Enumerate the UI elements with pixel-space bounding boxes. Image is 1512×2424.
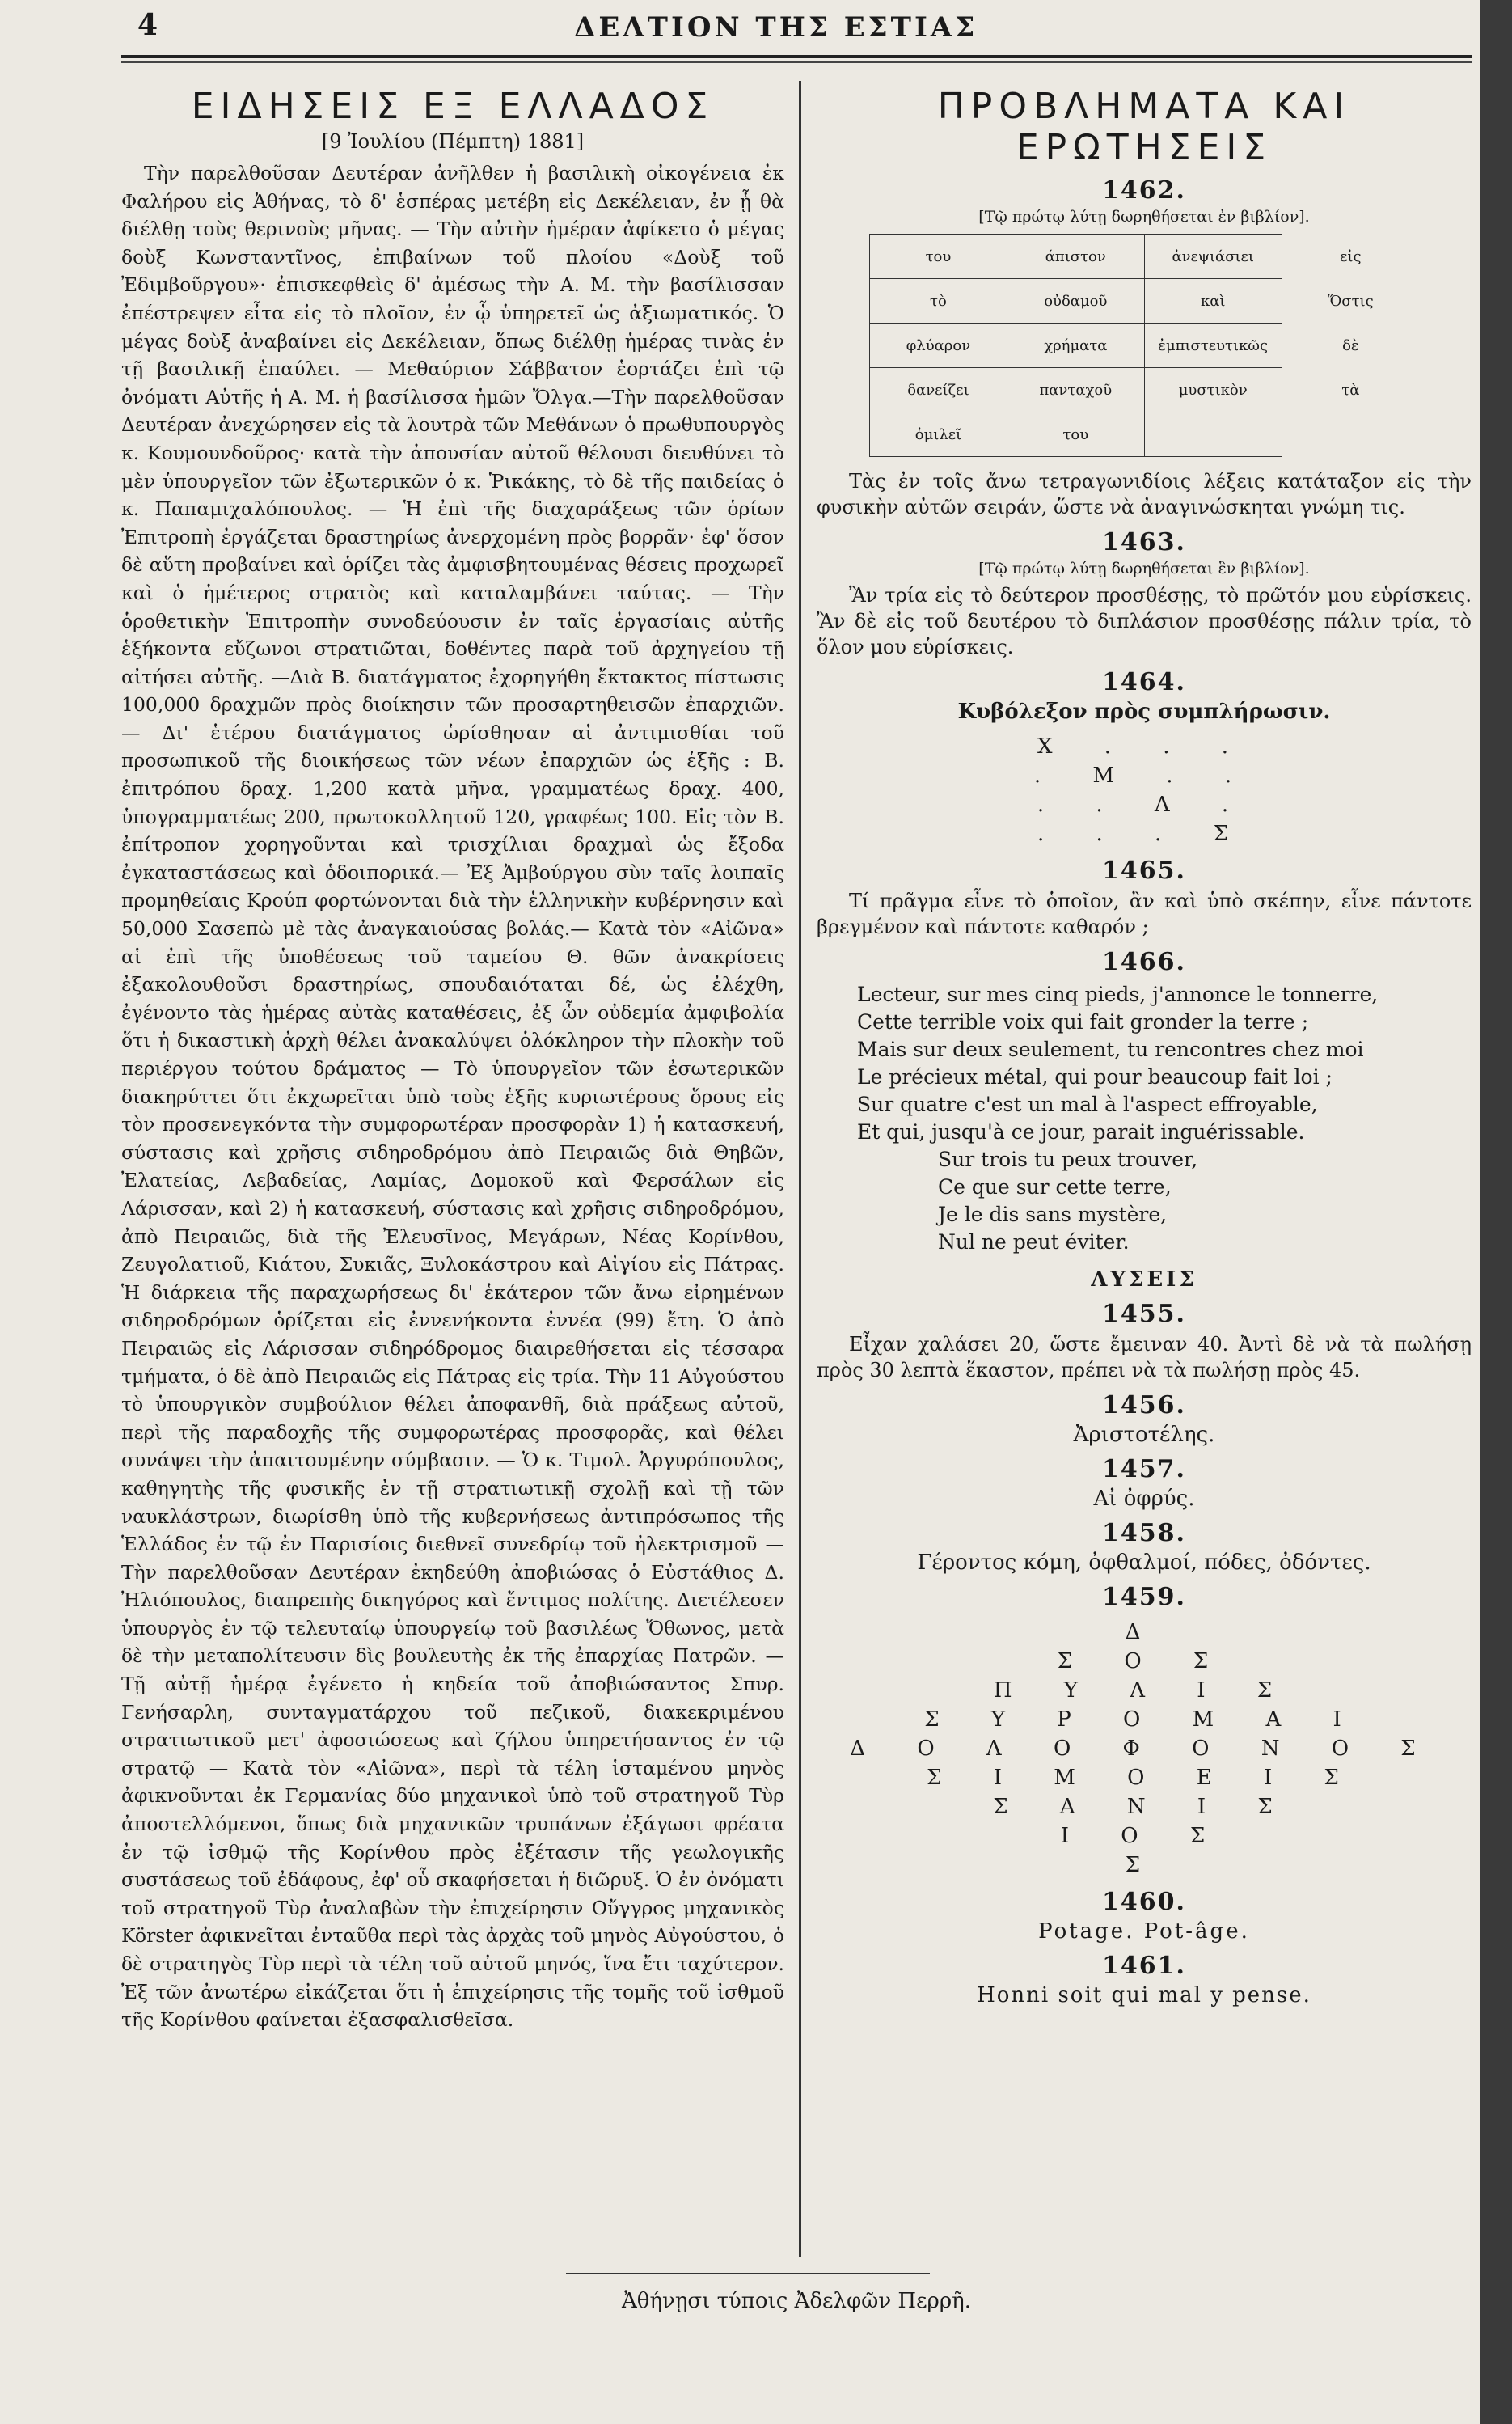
diamond-puzzle [817,1618,1472,1880]
word-square-row: . . . Σ [1037,822,1251,846]
solution-text: Αἰ ὀφρύς. [1093,1487,1195,1511]
problem-number: 1463. [1102,528,1186,556]
problem-note: [Τῷ πρώτῳ λύτῃ δωρηθήσεται ἐν βιβλίον]. [978,208,1310,226]
poem-line: Ce que sur cette terre, [938,1175,1172,1199]
news-column [121,78,784,2261]
solution-text: Potage. Pot-âge. [1038,1919,1250,1944]
problem-text: Τὰς ἐν τοῖς ἄνω τετραγωνιδίοις λέξεις κατάταξον εἰς τὴν φυσικὴν αὐτῶν σειράν, ὥστε νὰ ἀναγινώσκηται γνώμη τις. [817,470,1472,518]
diamond-row: Ι Ο Σ [1060,1824,1228,1848]
word-square [817,732,1472,848]
footer-rule [566,2273,930,2274]
page-number: 4 [137,8,158,42]
news-body: Τὴν παρελθοῦσαν Δευτέραν ἀνῆλθεν ἡ βασιλικὴ οἰκογένεια ἐκ Φαλήρου εἰς Ἀθήνας, τὸ δ' ἑσπέρας μετέβη εἰς Δεκέλειαν, ἐν ᾗ θὰ διέλθῃ τοὺς θερινοὺς μῆνας. — Τὴν αὐτὴν ἡμέραν ἀφίκετο ὁ μέγας δοὺξ Κωνσταντῖνος, ἐπιβαίνων τοῦ πλοίου «Δοὺξ τοῦ Ἐδιμβοῦργου»· ἐπισκεφθεὶς δ' ἀμέσως τὴν Α. Μ. τὴν βασίλισσαν ἐπέστρεψεν εἶτα εἰς τὸ πλοῖον, ἐν ᾧ ὑπηρετεῖ ὡς ἀξιωματικός. Ὁ μέγας δοὺξ ἀναβαίνει εἰς Δεκέλειαν, ὅπως διέλθῃ ἡμέρας τινὰς ἐν τῇ βασιλικῇ ἐπαύλει. — Μεθαύριον Σάββατον ἑορτάζει ἐπὶ τῷ ὀνόματι Αὐτῆς ἡ Α. Μ. ἡ βασίλισσα ἡμῶν Ὄλγα.—Τὴν παρελθοῦσαν Δευτέραν ἀνεχώρησεν εἰς τὰ λουτρὰ τῶν Μεθάνων ὁ πρωθυπουργὸς κ. Κουμουνδοῦρος· κατὰ τὴν ἀπουσίαν αὐτοῦ θέλουσι διευθύνει τὸ μὲν ὑπουργεῖον τῶν ἐξωτερικῶν ὁ κ. Ῥικάκης, τὸ δὲ τῆς παιδείας ὁ κ. Παπαμιχαλόπουλος. — Ἡ ἐπὶ τῆς διαχαράξεως τῶν ὁρίων Ἐπιτροπὴ ἐργάζεται δραστηρίως ἀνερχομένη πρὸς βορρᾶν· ἐφ' ὅσον δὲ αὕτη προβαίνει καὶ ὁρίζει τὰς ἀμφισβητουμένας θέσεις προχωρεῖ καὶ ὁ ἡμέτερος στρατὸς καὶ καταλαμβάνει ταύτας. — Τὴν ὁροθετικὴν Ἐπιτροπὴν συνοδεύουσιν ἐν ταῖς ἐργασίαις αὐτῆς ἑξήκοντα εὔζωνοι στρατιῶται, δοθέντες παρὰ τοῦ ἀρχηγείου τῇ αἰτήσει αὐτῆς. —Διὰ Β. διατάγματος ἐχορηγήθη ἔκτακτος πίστωσις 100,000 δραχμῶν πρὸς διοίκησιν τῶν προσαρτηθεισῶν ἐπαρχιῶν. — Δι' ἑτέρου διατάγματος ὡρίσθησαν αἱ ἀντιμισθίαι τοῦ προσωπικοῦ τῆς διοικήσεως τῶν νέων ἐπαρχιῶν ὡς ἑξῆς : Β. ἐπιτρόπου δραχ. 1,200 κατὰ μῆνα, γραμματέως δραχ. 400, ὑπογραμματέως 200, πρωτοκολλητοῦ 120, γραφέως 100. Εἰς τὸν Β. ἐπίτροπον χορηγοῦνται καὶ τρισχίλιαι δραχμαὶ ὡς ἔξοδα ἐγκαταστάσεως καὶ ὁδοιπορικά.— Ἐξ Ἀμβούργου σὺν ταῖς λοιπαῖς προμηθείαις Κρούπ φορτώνονται διὰ τὴν ἑλληνικὴν κυβέρνησιν καὶ 50,000 Σασεπὼ μὲ τὰς ἀναγκαιούσας βολάς.— Κατὰ τὸν «Αἰῶνα» αἱ ἐπὶ τῆς ὑποθέσεως τοῦ ταμείου Θ. θῶν ἀνακρίσεις ἐξακολουθοῦσι δραστηρίως, σπουδαιόταται δέ, ὡς ἐλέχθη, ἐγένοντο τὰς ἡμέρας αὐτὰς καταθέσεις, ἐξ ὧν οὐδεμία ἀμφιβολία ὅτι ἡ δικαστικὴ ἀρχὴ θέλει ἀνακαλύψει ὁλόκληρον τὴν πλοκὴν τοῦ περιέργου τούτου δράματος — Τὸ ὑπουργεῖον τῶν ἐσωτερικῶν διακηρύττει ὅτι ἐκχωρεῖται ὑπὸ τοὺς ἑξῆς κυριωτέρους ὅρους εἰς τὸν προσενεγκόντα τὴν συμφορωτέραν προσφορὰν 1) ἡ κατασκευή, σύστασις καὶ χρῆσις σιδηροδρόμου ἀπὸ Πειραιῶς διὰ Θηβῶν, Ἐλατείας, Λεβαδείας, Λαμίας, Δομοκοῦ καὶ Φερσάλων εἰς Λάρισσαν, καὶ 2) ἡ κατασκευή, σύστασις καὶ χρῆσις σιδηροδρόμου, ἀπὸ Πειραιῶς, διὰ τῆς Ἐλευσῖνος, Μεγάρων, Νέας Κορίνθου, Ζευγολατιοῦ, Κιάτου, Συκιᾶς, Ξυλοκάστρου καὶ Αἰγίου εἰς Πάτρας. Ἡ διάρκεια τῆς παραχωρήσεως δι' ἑκάτερον τῶν ἄνω εἰρημένων σιδηροδρόμων ὁρίζεται εἰς ἐννενήκοντα ἐννέα (99) ἔτη. Ὁ ἀπὸ Πειραιῶς εἰς Λάρισσαν σιδηρόδρομος διαιρεθήσεται εἰς τέσσαρα τμήματα, ὁ δὲ ἀπὸ Πειραιῶς εἰς Πάτρας εἰς τρία. Τὴν 11 Αὐγούστου τὸ ὑπουργικὸν συμβούλιον θέλει ἀποφανθῆ, διὰ πράξεως αὐτοῦ, περὶ τῆς παραδοχῆς τῆς συμφορωτέρας προσφορᾶς, καὶ θέλει συνάψει τὴν ἀπαιτουμένην σύμβασιν. — Ὁ κ. Τιμολ. Ἀργυρόπουλος, καθηγητὴς τῆς φυσικῆς ἐν τῇ στρατιωτικῇ σχολῇ καὶ τῇ τῶν ναυκλάστρων, διωρίσθη ὑπὸ τῆς κυβερνήσεως ἀντιπρόσωπος τῆς Ἑλλάδος ἐν τῷ ἐν Παρισίοις διεθνεῖ συνεδρίῳ τοῦ ἠλεκτρισμοῦ —Τὴν παρελθοῦσαν Δευτέραν ἐκηδεύθη ἀποβιώσας ὁ Εὐστάθιος Δ. Ἠλιόπουλος, διαπρεπὴς δικηγόρος καὶ ἔντιμος πολίτης. Διετέλεσεν ὑπουργὸς ἐν τῷ τελευταίῳ ὑπουργείῳ τοῦ βασιλέως Ὄθωνος, μετὰ δὲ τὴν μεταπολίτευσιν δὶς βουλευτὴς ἐκ τῆς ἐπαρχίας Πατρῶν. — Τῇ αὐτῇ ἡμέρᾳ ἐγένετο ἡ κηδεία τοῦ ἀποβιώσαντος Σπυρ. Γενήσαρλη, συνταγματάρχου τοῦ πεζικοῦ, διακεκριμένου στρατιωτικοῦ μετ' ἀφοσιώσεως καὶ ζήλου ὑπηρετήσαντος ἐν τῷ στρατῷ — Κατὰ τὸν «Αἰῶνα», περὶ τὰ τέλη ἱσταμένου μηνὸς ἀφικνοῦνται ἐκ Γερμανίας δύο μηχανικοὶ ὑπὸ τοῦ στρατηγοῦ Τὺρ ἀποστελλόμενοι, ὅπως διὰ μηχανικῶν τρυπάνων ἐξάγωσι φρέατα ἐν τῷ ἰσθμῷ τῆς Κορίνθου πρὸς ἐξέτασιν τῆς γεωλογικῆς συστάσεως τοῦ ἐδάφους, ἐφ' οὗ σκαφήσεται ἡ διῶρυξ. Ὁ ἐν ὀνόματι τοῦ στρατηγοῦ Τὺρ ἀναλαβὼν τὴν ἐπιχείρησιν Οὔγγρος μηχανικὸς Körster ἀφικνεῖται ἐνταῦθα περὶ τὰς ἀρχὰς τοῦ μηνὸς Αὐγούστου, ὁ δὲ στρατηγὸς Τὺρ περὶ τὰ τέλη τοῦ αὐτοῦ μηνός, ἵνα ἔτι ταχύτερον. Ἐξ τῶν ἀνωτέρω εἰκάζεται ὅτι ἡ ἐπιχείρησις τῆς τομῆς τοῦ ἰσθμοῦ τῆς Κορίνθου φαίνεται ἐξασφαλισθεῖσα. [121,162,784,2032]
grid-cell: του [870,235,1007,279]
grid-cell: ἐμπιστευτικῶς [1144,324,1282,368]
publication-title: ΔΕΛΤΙΟΝ ΤΗΣ ΕΣΤΙΑΣ [574,11,978,44]
poem-line: Et qui, jusqu'à ce jour, parait inguérissable. [857,1120,1305,1144]
poem-line: Nul ne peut éviter. [938,1230,1130,1254]
word-square-row: . Μ . . [1033,764,1255,788]
grid-cell [1282,412,1419,457]
poem-line: Je le dis sans mystère, [938,1203,1168,1226]
grid-cell: ἀνεψιάσιει [1144,235,1282,279]
solution-number: 1461. [1102,1952,1186,1980]
grid-cell: καὶ [1144,279,1282,324]
news-dateline: [9 Ἰουλίου (Πέμπτη) 1881] [321,130,585,153]
word-square-row: . . Λ . [1037,793,1252,817]
problem-note: [Τῷ πρώτῳ λύτῃ δωρηθήσεται ἓν βιβλίον]. [978,560,1310,577]
printer-imprint: Ἀθήνῃσι τύποις Ἀδελφῶν Περρῆ. [622,2289,971,2313]
problems-column [817,78,1472,2261]
diamond-row: Δ [1125,1620,1164,1644]
solution-number: 1460. [1102,1888,1186,1916]
page-header [121,8,1472,49]
diamond-row: Π Υ Λ Ι Σ [993,1678,1295,1703]
problem-number: 1462. [1102,176,1186,205]
diamond-row: Δ Ο Λ Ο Φ Ο Ν Ο Σ [850,1737,1438,1761]
problem-number: 1466. [1102,948,1186,976]
diamond-row: Σ [1125,1853,1164,1877]
solution-text: Honni soit qui mal y pense. [977,1983,1311,2007]
solution-text: Εἶχαν χαλάσει 20, ὥστε ἔμειναν 40. Ἀντὶ δὲ νὰ τὰ πωλήσῃ πρὸς 30 λεπτὰ ἕκαστον, πρέπει νὰ τὰ πωλήσῃ πρὸς 45. [817,1333,1472,1381]
solution-number: 1459. [1102,1583,1186,1611]
grid-cell: οὐδαμοῦ [1007,279,1144,324]
word-grid [869,234,1419,457]
diamond-row: Σ Ι Μ Ο Ε Ι Σ [927,1766,1362,1790]
header-rule [121,55,1472,58]
grid-cell: χρήματα [1007,324,1144,368]
grid-cell: του [1007,412,1144,457]
page-edge [1480,0,1512,2424]
diamond-row: Σ Ο Σ [1057,1649,1231,1673]
poem-line: Cette terrible voix qui fait gronder la terre ; [857,1010,1309,1034]
grid-cell: ὁμιλεῖ [870,412,1007,457]
diamond-row: Σ Υ Ρ Ο Μ Α Ι [924,1707,1364,1732]
solution-number: 1458. [1102,1519,1186,1547]
grid-cell: τὸ [870,279,1007,324]
column-divider [799,81,801,2257]
grid-cell: Ὅστις [1282,279,1419,324]
header-rule-thin [121,61,1472,63]
problem-text: Ἂν τρία εἰς τὸ δεύτερον προσθέσῃς, τὸ πρῶτόν μου εὑρίσκεις. Ἂν δὲ εἰς τοῦ δευτέρου τὸ διπλάσιον προσθέσῃς πάλιν τρία, τὸ ὅλον μου εὑρίσκεις. [817,584,1472,658]
grid-cell: δανείζει [870,368,1007,412]
solution-number: 1455. [1102,1300,1186,1328]
solution-text: Γέροντος κόμη, ὀφθαλμοί, πόδες, ὀδόντες. [917,1550,1371,1575]
diamond-row: Σ Α Ν Ι Σ [993,1795,1295,1819]
grid-cell: φλύαρον [870,324,1007,368]
news-section-title: ΕΙΔΗΣΕΙΣ ΕΞ ΕΛΛΑΔΟΣ [191,86,715,127]
problem-subtitle: Κυβόλεξον πρὸς συμπλήρωσιν. [957,700,1331,724]
grid-cell: τὰ [1282,368,1419,412]
solution-number: 1456. [1102,1391,1186,1419]
solution-number: 1457. [1102,1455,1186,1483]
solutions-title: ΛΥΣΕΙΣ [1091,1267,1197,1292]
grid-cell: άπιστον [1007,235,1144,279]
grid-cell: εἰς [1282,235,1419,279]
problems-section-title: ΠΡΟΒΛΗΜΑΤΑ ΚΑΙ ΕΡΩΤΗΣΕΙΣ [937,86,1351,168]
problem-text: Τί πρᾶγμα εἶνε τὸ ὁποῖον, ἂν καὶ ὑπὸ σκέπην, εἶνε πάντοτε βρεγμένον καὶ πάντοτε καθαρόν ; [817,890,1472,938]
poem-line: Sur trois tu peux trouver, [938,1148,1198,1171]
grid-cell: μυστικὸν [1144,368,1282,412]
poem-line: Lecteur, sur mes cinq pieds, j'annonce le tonnerre, [857,983,1379,1006]
solution-text: Ἀριστοτέλης. [1073,1423,1215,1447]
poem-line: Le précieux métal, qui pour beaucoup fait loi ; [857,1065,1333,1089]
grid-cell: πανταχοῦ [1007,368,1144,412]
riddle-poem [857,981,1472,1256]
grid-cell: δὲ [1282,324,1419,368]
problem-number: 1464. [1102,668,1186,696]
problem-number: 1465. [1102,857,1186,885]
grid-cell [1144,412,1282,457]
poem-line: Mais sur deux seulement, tu rencontres chez moi [857,1038,1364,1061]
word-square-row: Χ . . . [1037,734,1252,759]
poem-line: Sur quatre c'est un mal à l'aspect effroyable, [857,1093,1318,1116]
